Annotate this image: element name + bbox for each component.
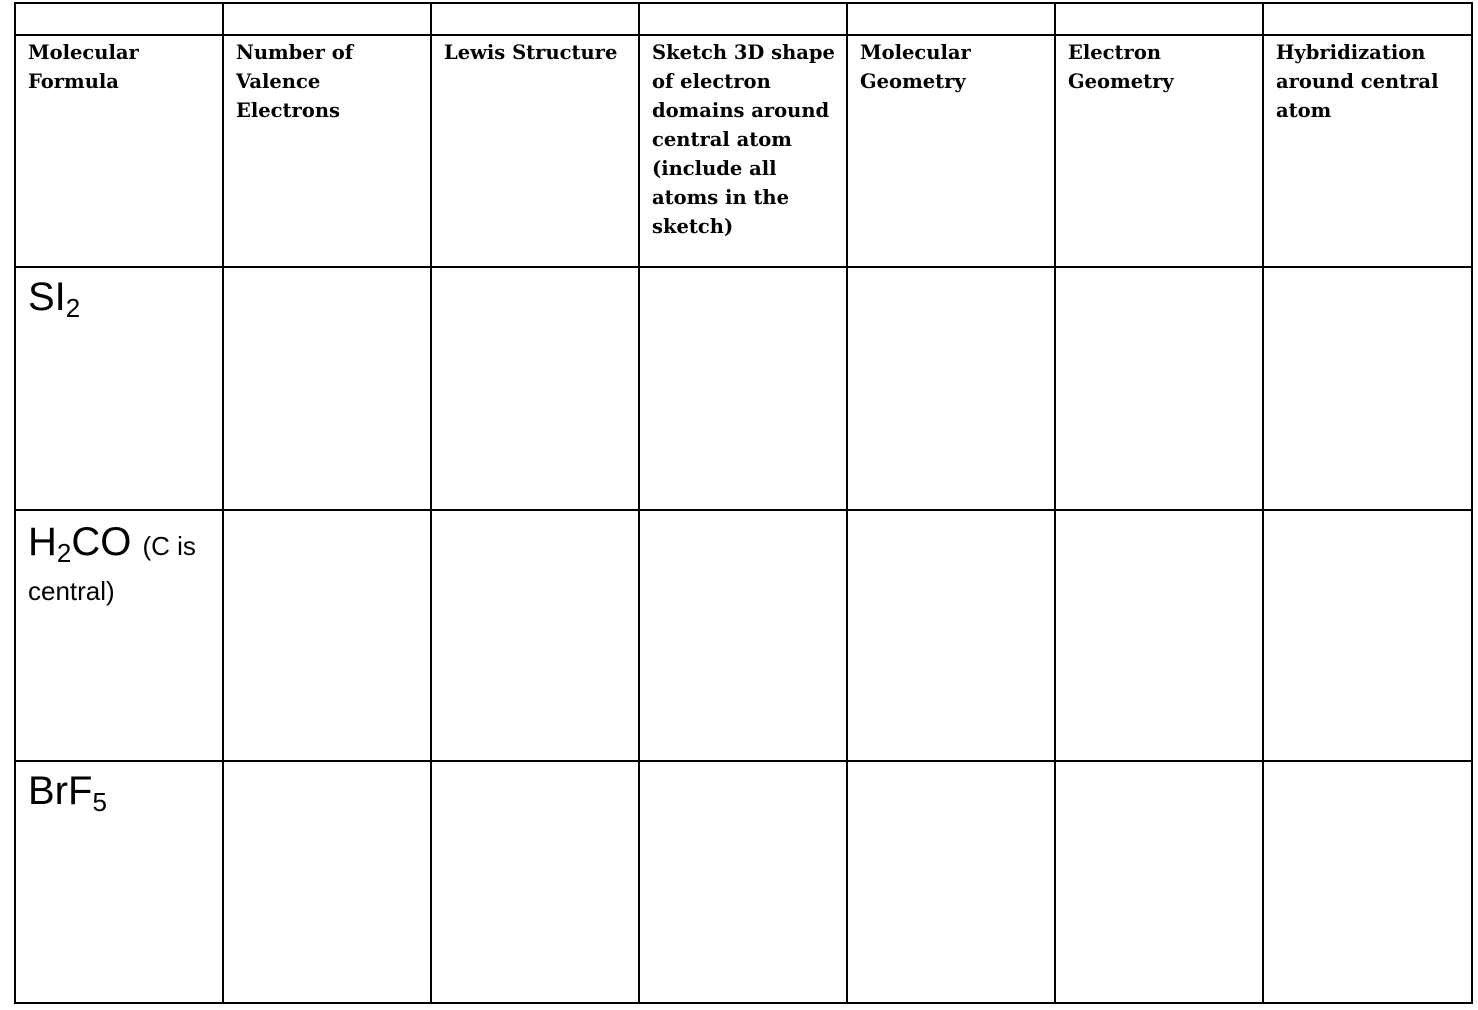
header-cell-molecular-formula bbox=[15, 35, 223, 267]
formula-subscript: 2 bbox=[65, 293, 81, 323]
table-row bbox=[15, 267, 1472, 510]
answer-cell[interactable] bbox=[223, 510, 431, 761]
blank-cell[interactable] bbox=[15, 3, 223, 35]
answer-cell[interactable] bbox=[431, 761, 639, 1003]
formula-cell bbox=[15, 761, 223, 1003]
header-molecular-geometry: Molecular Geometry bbox=[860, 41, 971, 93]
formula-subscript: 5 bbox=[92, 787, 107, 817]
answer-cell[interactable] bbox=[847, 510, 1055, 761]
answer-cell[interactable] bbox=[431, 267, 639, 510]
formula-base: BrF bbox=[28, 769, 93, 813]
formula-cell bbox=[15, 510, 223, 761]
header-cell-hybridization bbox=[1263, 35, 1472, 267]
header-cell-molecular-geometry bbox=[847, 35, 1055, 267]
blank-cell[interactable] bbox=[1055, 3, 1263, 35]
header-sketch-3d: Sketch 3D shape of electron domains around central atom (include all atoms in the sketch) bbox=[652, 41, 835, 238]
formula-note: (C is bbox=[142, 531, 196, 561]
answer-cell[interactable] bbox=[1055, 510, 1263, 761]
worksheet-table bbox=[14, 2, 1473, 1004]
header-cell-valence-electrons bbox=[223, 35, 431, 267]
header-cell-electron-geometry bbox=[1055, 35, 1263, 267]
header-hybridization: Hybridization around central atom bbox=[1276, 41, 1439, 122]
answer-cell[interactable] bbox=[639, 267, 847, 510]
answer-cell[interactable] bbox=[431, 510, 639, 761]
formula-h2co bbox=[16, 511, 222, 614]
answer-cell[interactable] bbox=[639, 761, 847, 1003]
blank-cell[interactable] bbox=[1263, 3, 1472, 35]
answer-cell[interactable] bbox=[639, 510, 847, 761]
formula-rest: CO bbox=[71, 520, 132, 564]
header-molecular-formula: Molecular Formula bbox=[28, 41, 139, 93]
formula-si2 bbox=[16, 268, 222, 323]
table-row bbox=[15, 761, 1472, 1003]
blank-top-row bbox=[15, 3, 1472, 35]
formula-subscript: 2 bbox=[56, 538, 72, 568]
table-row bbox=[15, 510, 1472, 761]
answer-cell[interactable] bbox=[223, 761, 431, 1003]
blank-cell[interactable] bbox=[639, 3, 847, 35]
answer-cell[interactable] bbox=[1263, 267, 1472, 510]
answer-cell[interactable] bbox=[223, 267, 431, 510]
formula-base: H bbox=[28, 520, 57, 564]
answer-cell[interactable] bbox=[847, 761, 1055, 1003]
header-cell-lewis-structure bbox=[431, 35, 639, 267]
blank-cell[interactable] bbox=[847, 3, 1055, 35]
header-valence-electrons: Number of Valence Electrons bbox=[236, 41, 354, 122]
answer-cell[interactable] bbox=[1263, 510, 1472, 761]
header-cell-sketch-3d bbox=[639, 35, 847, 267]
formula-brf5 bbox=[16, 762, 222, 817]
header-electron-geometry: Electron Geometry bbox=[1068, 41, 1174, 93]
answer-cell[interactable] bbox=[1055, 267, 1263, 510]
blank-cell[interactable] bbox=[223, 3, 431, 35]
formula-base: SI bbox=[28, 275, 66, 319]
blank-cell[interactable] bbox=[431, 3, 639, 35]
header-row bbox=[15, 35, 1472, 267]
answer-cell[interactable] bbox=[847, 267, 1055, 510]
formula-cell bbox=[15, 267, 223, 510]
answer-cell[interactable] bbox=[1263, 761, 1472, 1003]
answer-cell[interactable] bbox=[1055, 761, 1263, 1003]
header-lewis-structure: Lewis Structure bbox=[444, 41, 618, 64]
formula-note-continued: central) bbox=[28, 576, 115, 606]
